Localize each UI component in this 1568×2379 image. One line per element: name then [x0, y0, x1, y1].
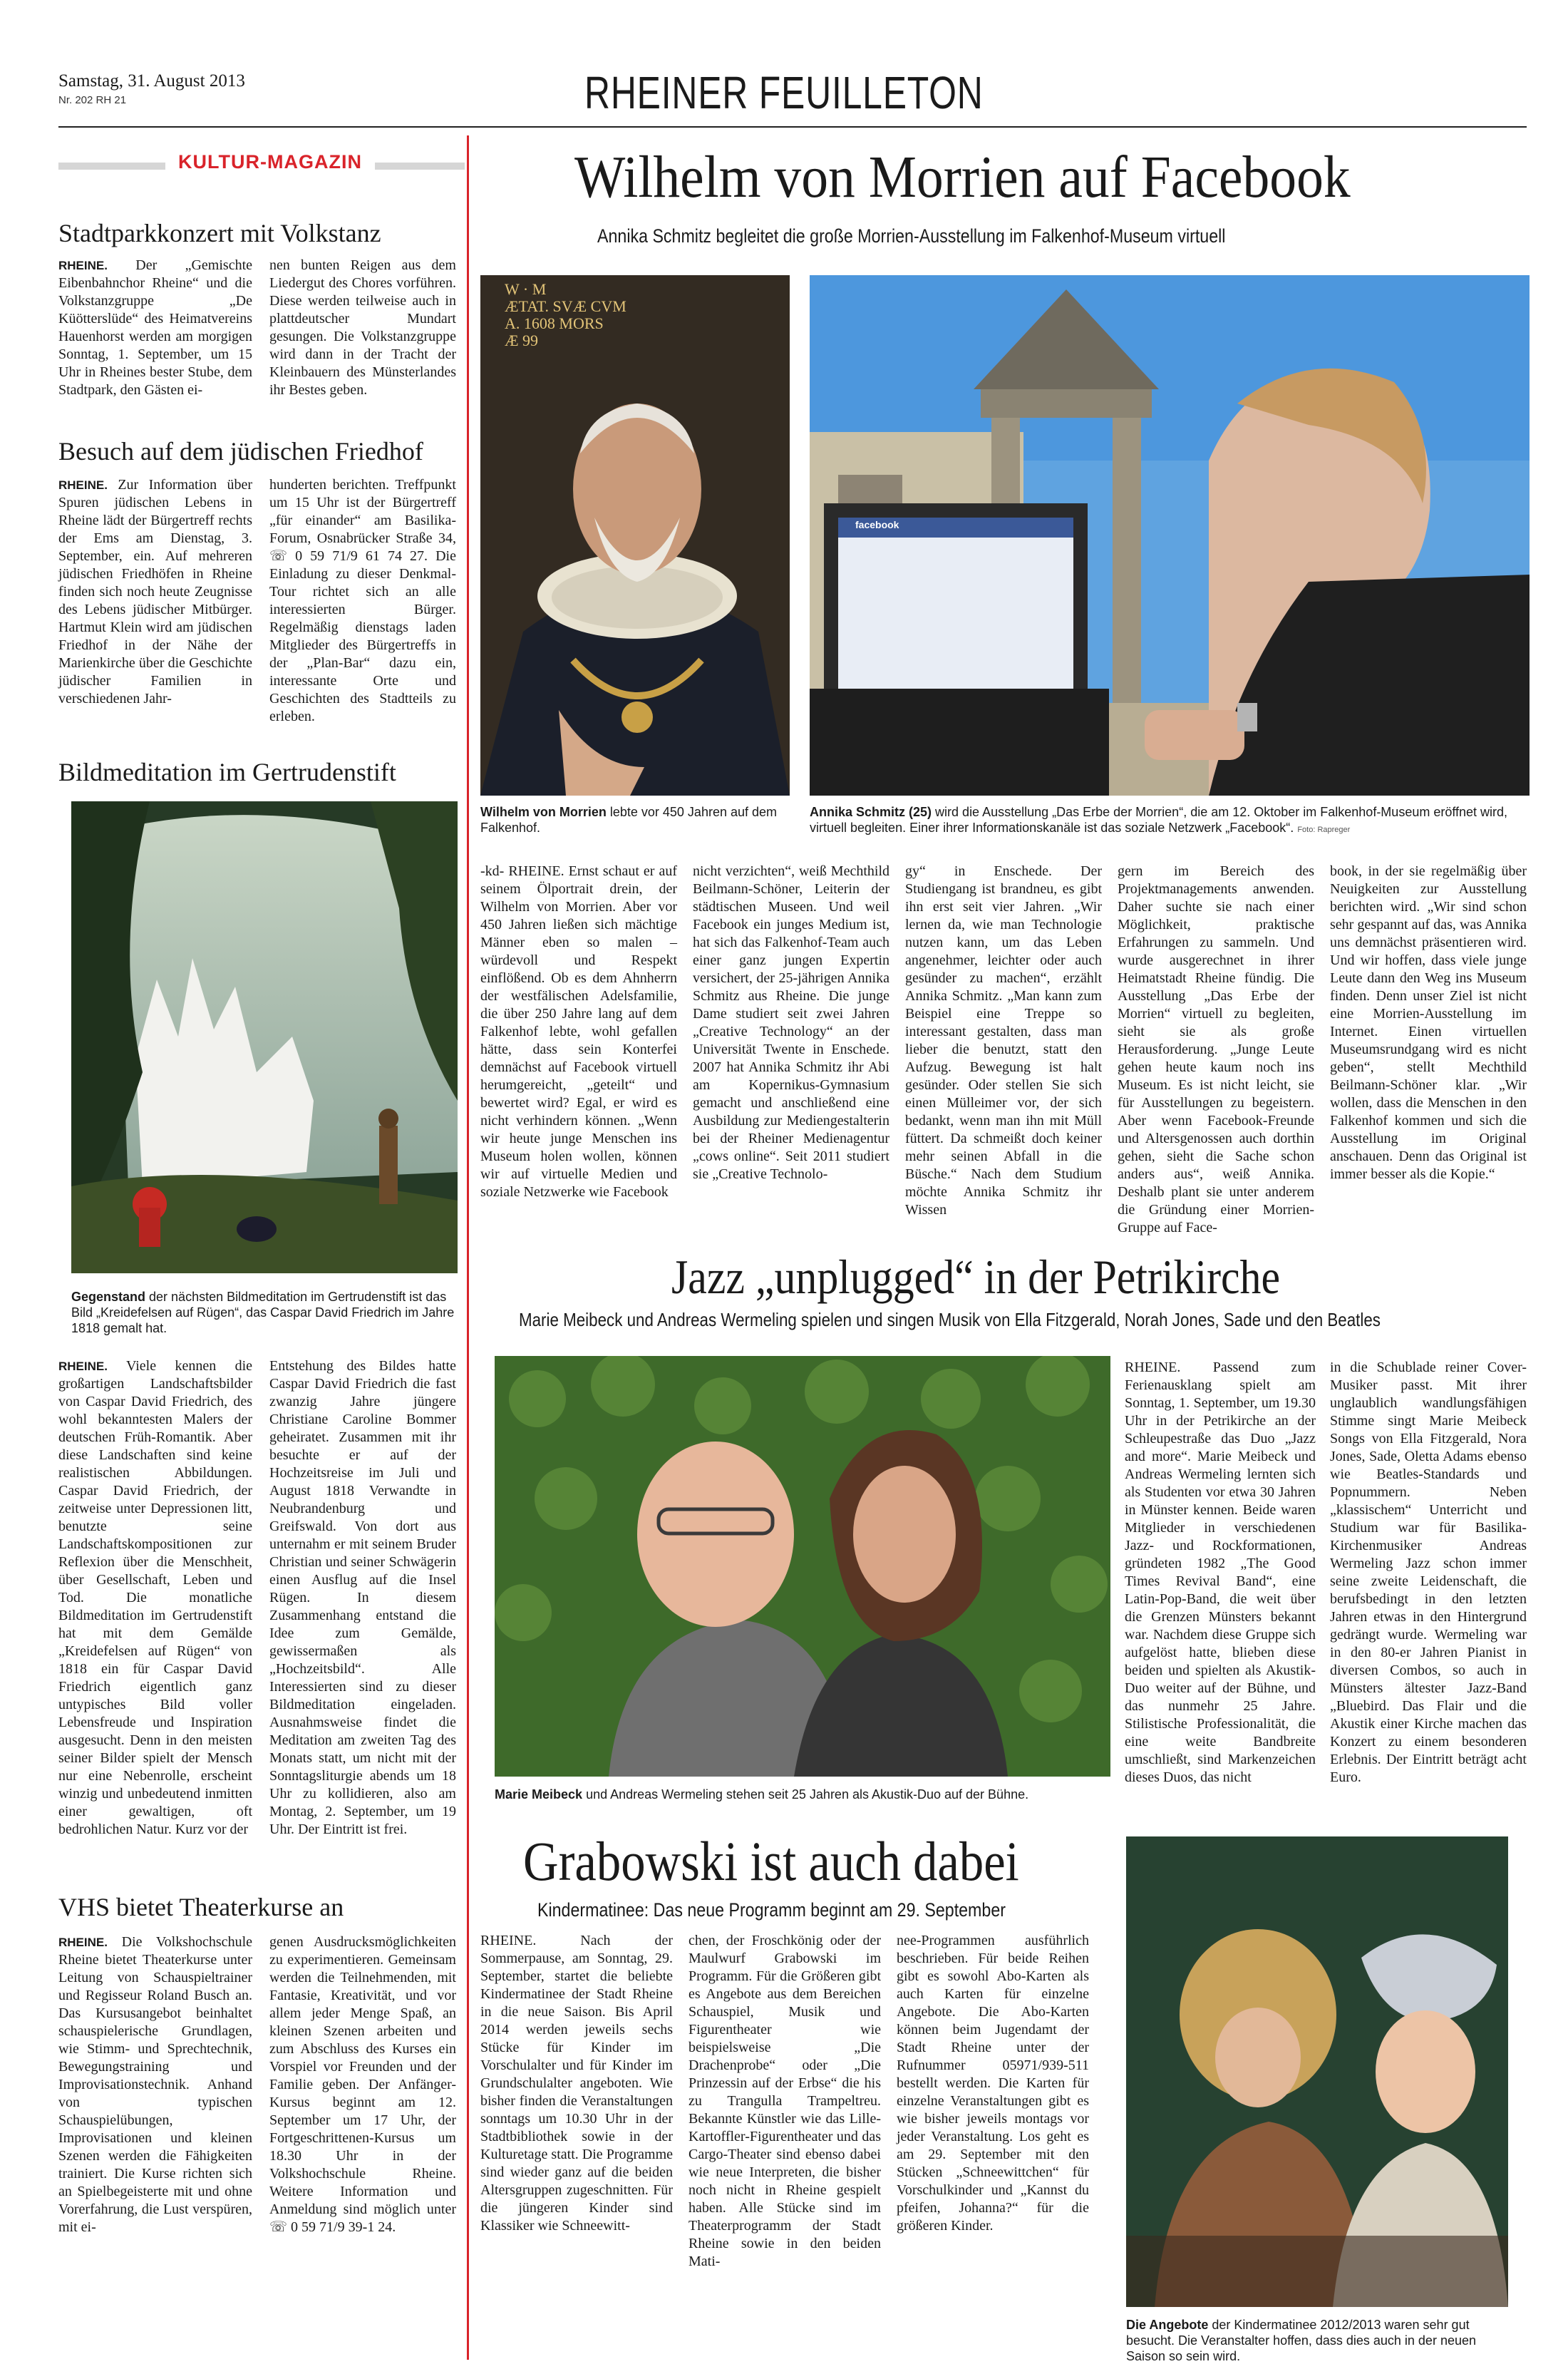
- caption-text: wird die Ausstellung „Das Erbe der Morrien“, die am 12. Oktober im Falkenhof-Museum eröffnet wird, virtuell begleiten. Einer ihrer Informationskanäle ist das soziale Netzwerk „Facebook“.: [810, 805, 1508, 835]
- dateline: RHEINE.: [58, 478, 108, 492]
- main-column-4: gern im Bereich des Projektmanagements anwenden. Daher suchte sie nach einer Möglichkeit, praktische Erfahrungen zu sammeln. Und wurde ausgerechnet in ihrer Heimatstadt Rheine fündig. Die Ausstellung „Das Erbe der Morrien“ virtuell zu begleiten, sieht sie als große Herausforderung. „Junge Leute gehen heute kaum noch ins Museum. Es ist nicht leicht, sie für Ausstellungen zu begeistern. Aber wenn Facebook-Freunde und Altersgenossen auch dorthin gehen, sieht die Sache schon anders aus“, weiß Annika. Deshalb plant sie unter anderem die Gründung einer Morrien-Gruppe auf Face-: [1118, 863, 1314, 1235]
- grabowski-column-1: RHEINE. Nach der Sommerpause, am Sonntag, 29. September, startet die beliebte Kindermatinee der Stadt Rheine in die neue Saison. Bis April 2014 werden jeweils sechs Stücke für Kinder im Vorschulalter und für Kinder im Grundschulalter angeboten. Wie bisher finden die Veranstaltungen sonntags um 10.30 Uhr in der Stadtbibliothek sowie in der Kulturetage statt. Die Programme sind wieder ganz auf die beiden Altersgruppen zugeschnitten. Für die jüngeren Kinder sind Klassiker wie Schneewitt-: [480, 1933, 673, 2234]
- sidebar-divider: [467, 135, 469, 2360]
- morrien-portrait-image: [480, 275, 790, 796]
- caption-bold: Wilhelm von Morrien: [480, 805, 607, 819]
- sidebar-item-title: Bildmeditation im Gertrudenstift: [58, 758, 396, 786]
- section-title: RHEINER FEUILLETON: [584, 67, 984, 118]
- morrien-portrait: [480, 275, 790, 796]
- sidebar-photo-caption: [71, 1289, 456, 1336]
- sidebar-item-col1: Zur Information über Spuren jüdischen Lebens in Rheine lädt der Bürgertreff rechts der Ems am Dienstag, 3. September, ein. Auf mehreren jüdischen Friedhöfen in Rheine finden sich noch heute Zeugnisse des Lebens jüdischer Mitbürger. Hartmut Klein wird am jüdischen Friedhof in der Nähe der Marienkirche über die Geschichte jüdischer Familien in verschiedenen Jahr-: [58, 477, 252, 706]
- portrait-inscription: W · M ÆTAT. SVÆ CVM A. 1608 MORS Æ 99: [505, 280, 626, 349]
- caption-text: lebte vor 450 Jahren auf dem Falkenhof.: [480, 805, 778, 835]
- jazz-column-1: RHEINE. Passend zum Ferienausklang spielt am Sonntag, 1. September, um 19.30 Uhr in der Petrikirche an der Schleupestraße das Duo „Jazz and more“. Marie Meibeck und Andreas Wermeling lernten sich als Studenten vor etwa 30 Jahren in Münster kennen. Beide waren Mitglieder in verschiedenen Jazz- und Rockformationen, gründeten 1982 „The Good Times Revival Band“, eine Latin-Pop-Band, die weit über die Grenzen Münsters bekannt war. Nachdem diese Gruppe sich aufgelöst hatte, blieben diese beiden und spielten als Akustik-Duo weiter auf der Bühne, und das nunmehr 25 Jahre. Stilistische Professionalität, die eine weite Bandbreite umschließt, sind Markenzeichen dieses Duos, das nicht: [1125, 1360, 1316, 1785]
- annika-caption: [810, 804, 1530, 838]
- sidebar-item-col2: Entstehung des Bildes hatte Caspar David Friedrich die fast zwanzig Jahre jüngere Christiane Caroline Bommer geheiratet. Zusammen mit ihr besuchte er auf der Hochzeitsreise im Juli und August 1818 Verwandte in Neubrandenburg und Greifswald. Von dort aus unternahm er mit seinem Bruder Christian und seiner Schwägerin einen Ausflug auf die Insel Rügen. In diesem Zusammenhang entstand die Idee zum Gemälde, gewissermaßen als „Hochzeitsbild“. Alle Interessierten sind zu dieser Bildmeditation eingeladen. Ausnahmsweise findet die Meditation am zweiten Tag des Monats statt, um nicht mit der Sonntagsliturgie abends um 18 Uhr zu kollidieren, also am Montag, 2. September, um 19 Uhr. Der Eintritt ist frei.: [269, 1358, 456, 1837]
- dateline: RHEINE.: [58, 1360, 108, 1373]
- jazz-headline: Jazz „unplugged“ in der Petrikirche: [671, 1250, 1281, 1304]
- caption-text: und Andreas Wermeling stehen seit 25 Jahren als Akustik-Duo auf der Bühne.: [582, 1787, 1029, 1802]
- painting-kreidefelsen-image: [71, 801, 458, 1273]
- sidebar-item-col2: hunderten berichten. Treffpunkt um 15 Uhr ist der Bürgertreff „für einander“ am Basilika-Forum, Osnabrücker Straße 34, ☏ 0 59 71/9 61 74 27. Die Einladung zu dieser Denkmal-Tour richtet sich an alle interessierten Bürger. Regelmäßig dienstags laden Mitglieder des Bürgertreffs in der „Plan-Bar“ dazu ein, interessante Orte und Geschichten des Stadtteils zu erleben.: [269, 477, 456, 724]
- dateline: RHEINE.: [58, 259, 108, 272]
- caption-bold: Gegenstand: [71, 1290, 146, 1304]
- caption-bold: Die Angebote: [1126, 2318, 1209, 2332]
- issue-date: Samstag, 31. August 2013: [58, 71, 245, 91]
- caption-text: der nächsten Bildmeditation im Gertrudenstift ist das Bild „Kreidefelsen auf Rügen“, das Caspar David Friedrich im Jahre 1818 gemalt hat.: [71, 1290, 455, 1335]
- main-column-3: gy“ in Enschede. Der Studiengang ist brandneu, es gibt ihn erst seit vier Jahren. „Wir lernen da, wie man Technologie nutzen kann, um das Leben angenehmer, leichter oder auch gesünder zu machen“, erzählt Annika Schmitz. „Man kann zum Beispiel eine Treppe so interessant gestalten, dass man lieber die benutzt, statt den Aufzug. Bewegung ist halt gesünder. Oder stellen Sie sich einen Mülleimer vor, der sich bedankt, wenn man ihn mit Müll füttert. Da schmeißt doch keiner mehr seinen Abfall in die Büsche.“ Nach dem Studium möchte Annika Schmitz ihr Wissen: [905, 863, 1102, 1218]
- duo-photo: [495, 1356, 1110, 1777]
- kultur-magazin-kicker: [58, 151, 465, 180]
- sidebar-item-text: [58, 476, 252, 708]
- sidebar-item-text: [58, 1357, 252, 1839]
- annika-photo: [810, 275, 1530, 796]
- main-column-5: book, in der sie regelmäßig über Neuigkeiten zur Ausstellung berichten wird. „Wir sind schon sehr gespannt auf das, was Annika uns demnächst präsentieren wird. Und wir hoffen, dass viele junge Leute dann den Weg ins Museum finden. Denn unser Ziel ist nicht eine Morrien-Ausstellung im Internet. Einen virtuellen Museumsrundgang wird es nicht geben“, stellt Mechthild Beilmann-Schöner klar. „Wir wollen, dass die Menschen in den Falkenhof kommen und sich die Ausstellung im Original anschauen. Denn das Original ist immer besser als die Kopie.“: [1330, 863, 1527, 1182]
- grabowski-subhead: Kindermatinee: Das neue Programm beginnt am 29. September: [537, 1899, 1006, 1921]
- jazz-subhead: Marie Meibeck und Andreas Wermeling spielen und singen Musik von Ella Fitzgerald, Norah Jones, Sade und den Beatles: [519, 1309, 1381, 1330]
- caption-bold: Marie Meibeck: [495, 1787, 583, 1802]
- grabowski-column-2: chen, der Froschkönig oder der Maulwurf Grabowski im Programm. Für die Größeren gibt es Angebote aus dem Bereichen Schauspiel, Musik und Figurentheater wie beispielsweise „Die Drachenprobe“ oder „Die Prinzessin auf der Erbse“ die his zu Trangulla Trampeltreu. Bekannte Künstler wie das Lille-Kartoffler-Figurentheater und das Cargo-Theater sind ebenso dabei wie neue Interpreten, die bisher noch nicht in Rheine gespielt haben. Alle Stücke sind im Theaterprogramm der Stadt Rheine sowie in den beiden Mati-: [688, 1933, 881, 2269]
- main-headline: Wilhelm von Morrien auf Facebook: [574, 144, 1351, 210]
- grabowski-column-3: nee-Programmen ausführlich beschrieben. Für beide Reihen gibt es sowohl Abo-Karten als auch Karten für einzelne Angebote. Die Abo-Karten können beim Jugendamt der Stadt Rheine unter der Rufnummer 05971/939-511 bestellt werden. Die Karten für einzelne Veranstaltungen gibt es wie bisher jeweils montags vor jeder Veranstaltung. Los geht es am 29. September mit den Stücken „Schneewittchen“ für Vorschulkinder und „Kannst du pfeifen, Johanna?“ für die größeren Kinder.: [897, 1933, 1089, 2234]
- caption-bold: Annika Schmitz (25): [810, 805, 932, 819]
- kicker-label: KULTUR-MAGAZIN: [165, 151, 375, 173]
- sidebar-item-title: Besuch auf dem jüdischen Friedhof: [58, 437, 423, 466]
- grabowski-headline: Grabowski ist auch dabei: [523, 1830, 1019, 1892]
- caption-text: der Kindermatinee 2012/2013 waren sehr gut besucht. Die Veranstalter hoffen, dass dies auch in der neuen Saison so sein wird.: [1126, 2318, 1476, 2363]
- painting-kreidefelsen: [71, 801, 458, 1273]
- photo-credit: Foto: Rapreger: [1297, 826, 1351, 834]
- duo-photo-image: [495, 1356, 1110, 1777]
- sidebar-item-col1: Viele kennen die großartigen Landschaftsbilder von Caspar David Friedrich, des wohl bekanntesten Malers der deutschen Früh-Romantik. Aber diese Landschaften sind keine realistischen Abbildungen. Caspar David Friedrich, der zeitweise unter Depressionen litt, benutzte seine Landschaftskompositionen zur Reflexion über die Menschheit, über Gesellschaft, Leben und Tod. Die monatliche Bildmeditation im Gertrudenstift hat mit dem Gemälde „Kreidefelsen auf Rügen“ von 1818 ein für Caspar David Friedrich eigentlich ganz untypisches Bild voller Lebensfreude und Inspiration ausgesucht. Denn in den meisten seiner Bilder spielt der Mensch nur eine Nebenrolle, erscheint winzig und unbedeutend inmitten einer gewaltigen, oft bedrohlichen Natur. Kurz vor der: [58, 1358, 253, 1837]
- theater-photo-image: [1126, 1836, 1508, 2307]
- main-subhead: Annika Schmitz begleitet die große Morrien-Ausstellung im Falkenhof-Museum virtuell: [597, 225, 1226, 247]
- theater-caption: [1126, 2317, 1508, 2364]
- sidebar-item-title: Stadtparkkonzert mit Volkstanz: [58, 219, 381, 247]
- sidebar-item-col1: Die Volkshochschule Rheine bietet Theaterkurse unter Leitung von Schauspieltrainer und Regisseur Roland Busch an. Das Kursusangebot beinhaltet schauspielerische Grundlagen, wie Stimm- und Sprechtechnik, Bewegungstraining und Improvisationstechnik. Anhand von typischen Schauspielübungen, Improvisationen und kleinen Szenen werden die Fähigkeiten trainiert. Die Kurse richten sich an Spielbegeisterte mit und ohne Vorerfahrung, die Lust verspüren, mit ei-: [58, 1934, 252, 2235]
- jazz-column-2: in die Schublade reiner Cover-Musiker passt. Mit ihrer unglaublich wandlungsfähigen Stimme singt Marie Meibeck Songs von Ella Fitzgerald, Nora Jones, Sade, Oletta Adams ebenso wie Beatles-Standards und Popnummern. Neben „klassischem“ Unterricht und Studium war für Basilika-Kirchenmusiker Andreas Wermeling Jazz schon immer seine zweite Leidenschaft, die berufsbedingt in den letzten Jahren etwas in den Hintergrund gedrängt wurde. Wermeling war in den 80-er Jahren Pianist in diversen Combos, so auch in Münsters ältester Jazz-Band „Bluebird. Das Flair und die Akustik einer Kirche machen das Konzert zu einem besonderen Erlebnis. Der Eintritt beträgt acht Euro.: [1330, 1360, 1527, 1785]
- main-column-2: nicht verzichten“, weiß Mechthild Beilmann-Schöner, Leiterin der städtischen Museen. Und weil Facebook ein junges Medium ist, hat sich das Falkenhof-Team auch einer ganz jungen Expertin versichert, der 25-jährigen Annika Schmitz aus Rheine. Die junge Dame studiert seit zwei Jahren „Creative Technology“ an der Universität Twente in Enschede. 2007 hat Annika Schmitz ihr Abi am Kopernikus-Gymnasium gemacht und anschließend eine Ausbildung zur Mediengestalterin bei der Rheiner Medienagentur „cows online“. Seit 2011 studiert sie „Creative Technolo-: [693, 863, 889, 1182]
- theater-photo: [1126, 1836, 1508, 2307]
- duo-caption: [495, 1787, 1110, 1802]
- sidebar-item-text: [58, 1933, 252, 2236]
- issue-number: Nr. 202 RH 21: [58, 94, 127, 106]
- facebook-screen-logo: facebook: [855, 519, 899, 530]
- portrait-caption: [480, 804, 790, 836]
- sidebar-item-col1: Der „Gemischte Eibenbahnchor Rheine“ und die Volkstanzgruppe „De Küötterslüde“ des Heimatvereins Hauenhorst werden am morgigen Sonntag, 1. September, um 15 Uhr in Rheines bester Stube, dem Stadtpark, den Gästen ei-: [58, 257, 253, 398]
- sidebar-item-text: [58, 257, 252, 399]
- header-rule: [58, 126, 1527, 128]
- sidebar-item-col2: genen Ausdrucksmöglichkeiten zu experimentieren. Gemeinsam werden die Teilnehmenden, mit Fantasie, Kreativität, und vor allem jeder Menge Spaß, an kleinen Szenen arbeiten und zum Abschluss des Kurses ein Vorspiel vor Freunden und der Familie geben. Der Anfänger-Kursus beginnt am 12. September um 17 Uhr, der Fortgeschrittenen-Kursus um 18.30 Uhr in der Volkshochschule Rheine. Weitere Information und Anmeldung sind möglich unter ☏ 0 59 71/9 39-1 24.: [269, 1934, 456, 2235]
- dateline: RHEINE.: [58, 1936, 108, 1949]
- main-column-1: -kd- RHEINE. Ernst schaut er auf seinem Ölportrait drein, der Wilhelm von Morrien. Aber vor 450 Jahren ließen sich mächtige Männer eben so malen – würdevoll und Respekt einflößend. Ob es dem Ahnherrn der westfälischen Adelsfamilie, die über 250 Jahre lang auf dem Falkenhof lebte, wohl gefallen hätte, dass sein Konterfei demnächst auf Facebook virtuell herumgereicht, „geteilt“ und bewertet wird? Egal, er wird es nicht verhindern können. „Wenn wir heute junge Menschen ins Museum holen wollen, können wir auf virtuelle Medien und soziale Netzwerke wie Facebook: [480, 863, 677, 1200]
- annika-photo-image: [810, 275, 1530, 796]
- sidebar-item-col2: nen bunten Reigen aus dem Liedergut des Chores vorführen. Diese werden teilweise auch in plattdeutscher Mundart gesungen. Die Volkstanzgruppe wird dann in der Tracht der Kleinbauern des Münsterlandes ihr Bestes geben.: [269, 257, 456, 398]
- sidebar-item-title: VHS bietet Theaterkurse an: [58, 1893, 344, 1921]
